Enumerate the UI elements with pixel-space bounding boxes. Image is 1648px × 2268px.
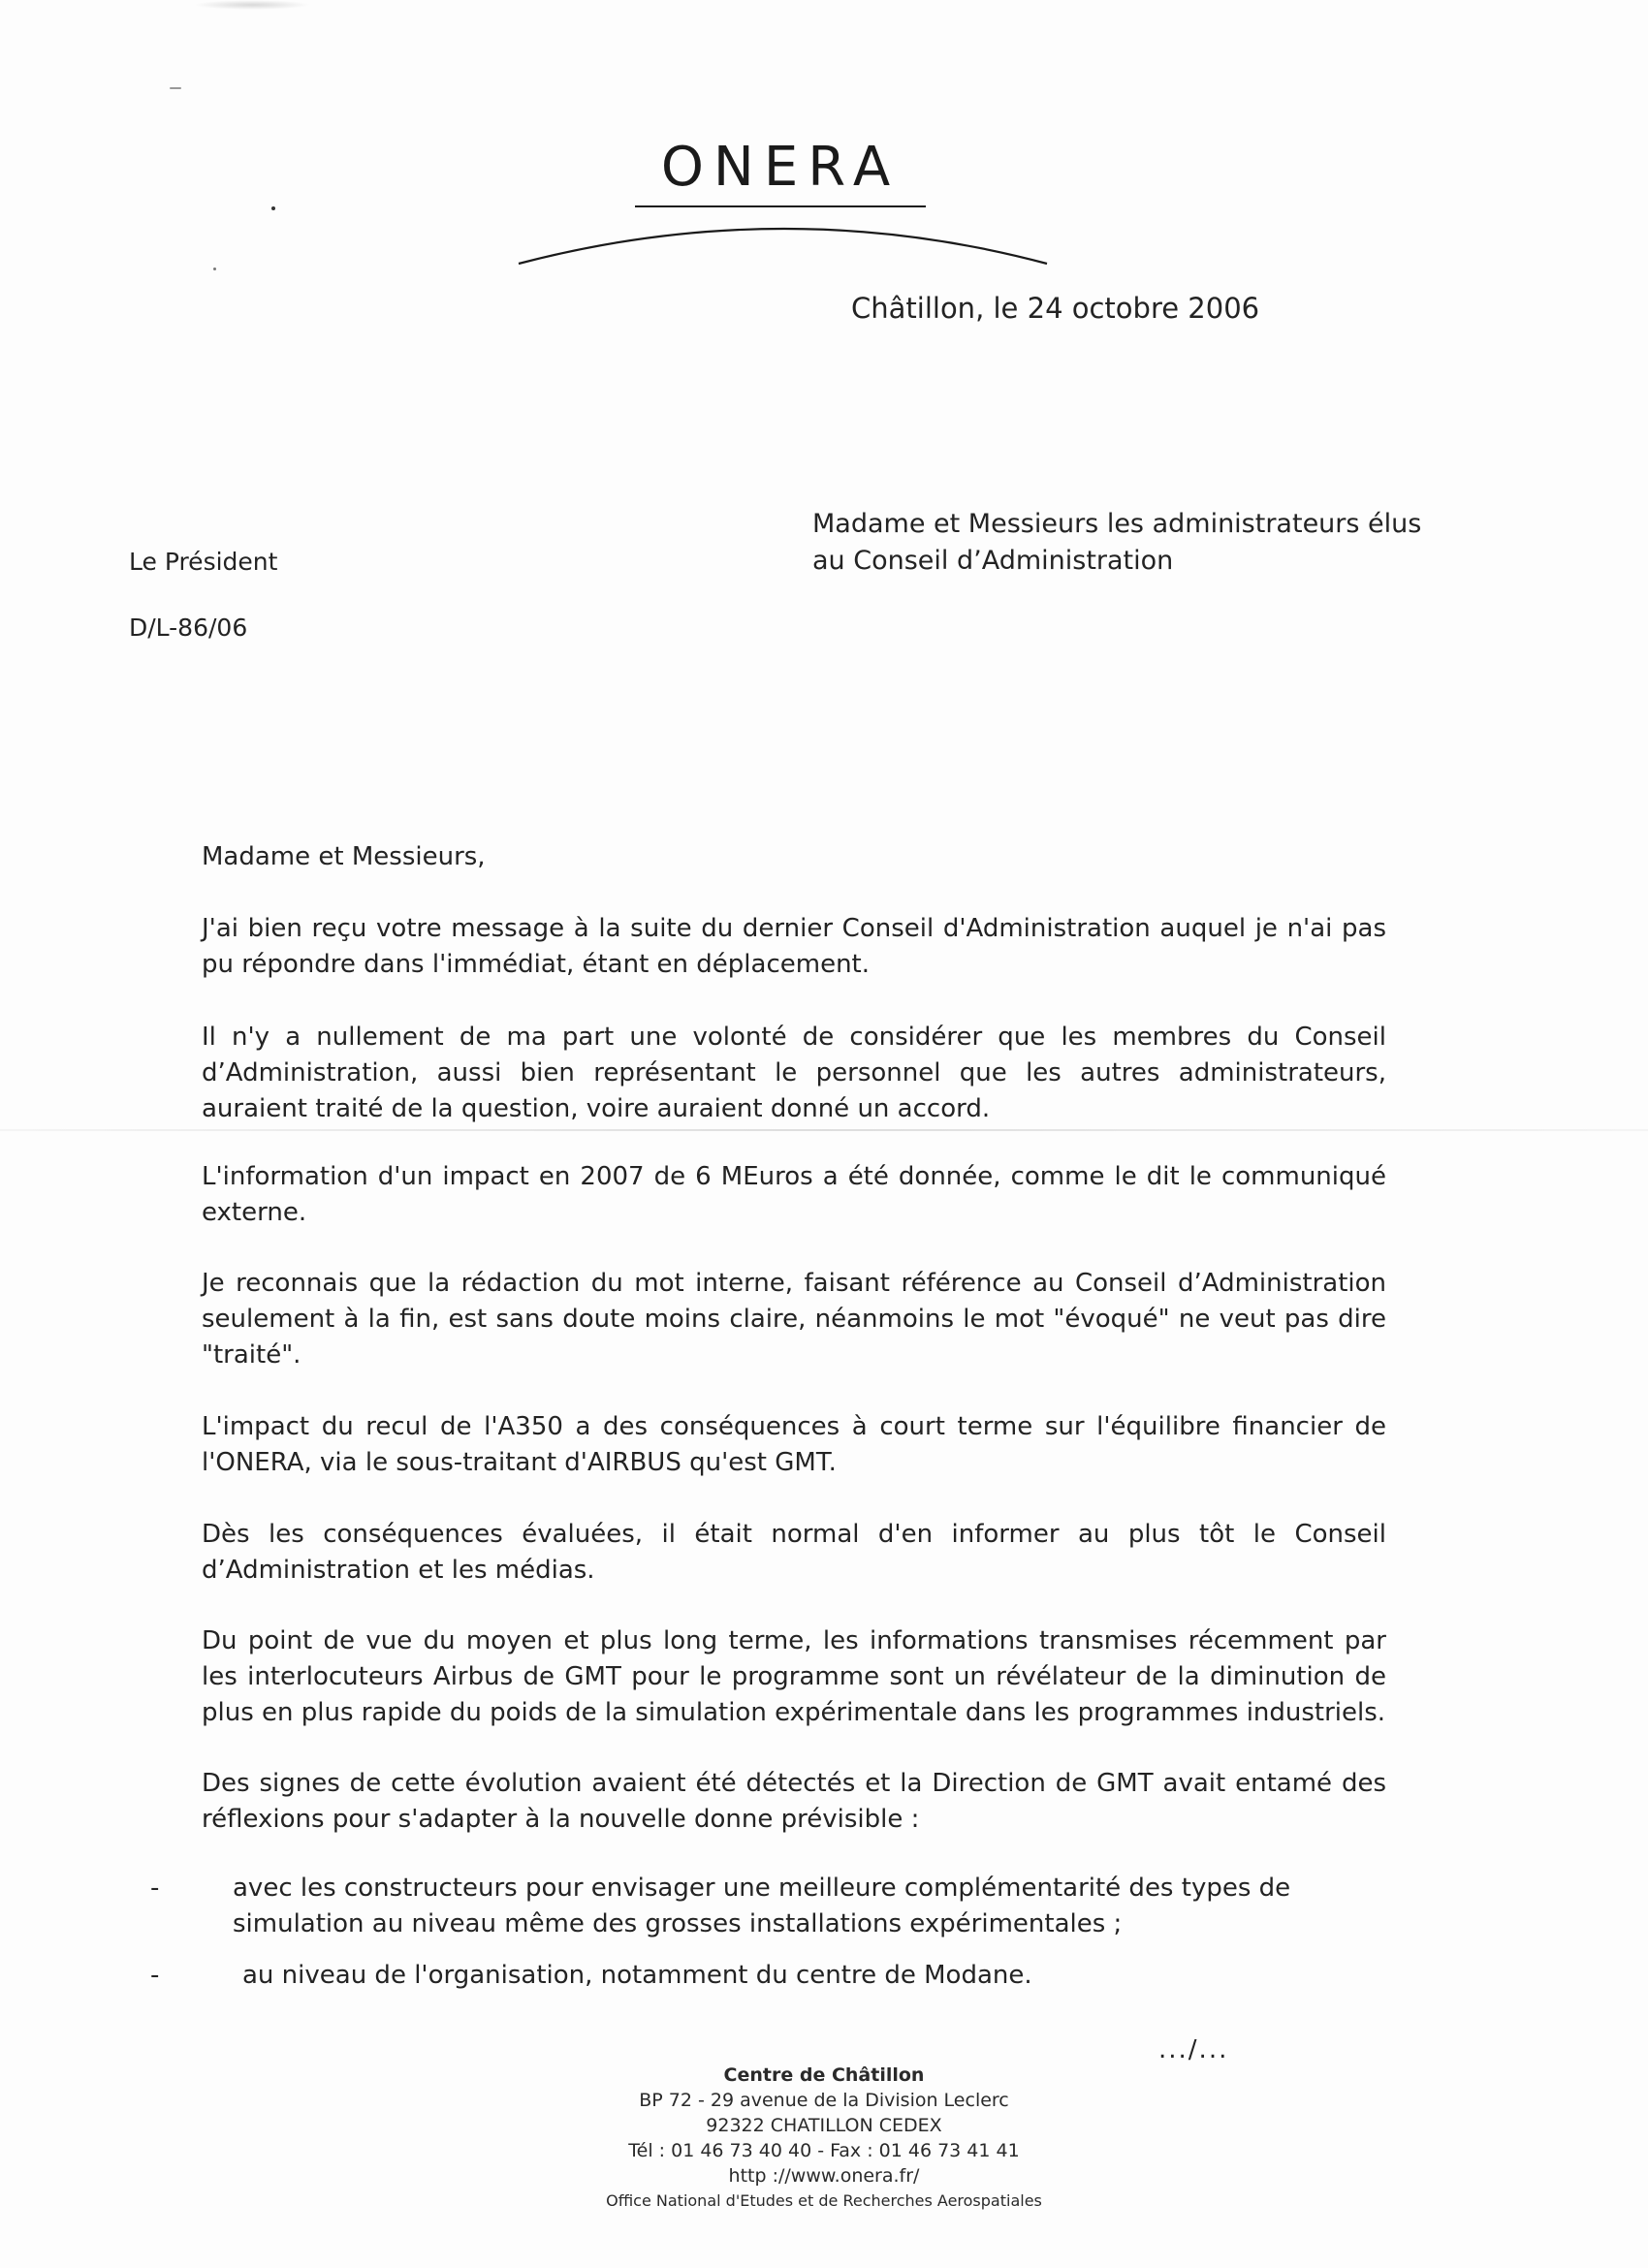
bullet-marker: - <box>150 1874 160 1903</box>
letter-date: Châtillon, le 24 octobre 2006 <box>851 292 1260 325</box>
letterhead-footer <box>485 2063 1163 2214</box>
ink-speck <box>213 268 216 270</box>
logo-swoosh-icon <box>504 204 1066 271</box>
paragraph: L'information d'un impact en 2007 de 6 MEuros a été donnée, comme le dit le communiqué externe. <box>202 1162 1386 1227</box>
paragraph: Du point de vue du moyen et plus long terme, les informations transmises récemment par les interlocuteurs Airbus de GMT pour le programme sont un révélateur de la diminution de plus en plus rapide du poids de la simulation expérimentale dans les programmes industriels. <box>202 1626 1386 1727</box>
footer-address-2: 92322 CHATILLON CEDEX <box>706 2115 942 2136</box>
salutation: Madame et Messieurs, <box>202 842 486 871</box>
onera-logo <box>504 136 1066 271</box>
footer-phone-fax: Tél : 01 46 73 40 40 - Fax : 01 46 73 41 41 <box>628 2140 1020 2161</box>
footer-centre: Centre de Châtillon <box>723 2064 925 2086</box>
bullet-marker: - <box>150 1961 160 1990</box>
paragraph: Dès les conséquences évaluées, il était normal d'en informer au plus tôt le Conseil d’Administration et les médias. <box>202 1520 1386 1585</box>
footer-address-1: BP 72 - 29 avenue de la Division Leclerc <box>639 2090 1009 2111</box>
continuation-mark: .../... <box>1158 2035 1229 2064</box>
paragraph: J'ai bien reçu votre message à la suite du dernier Conseil d'Administration auquel je n'ai pas pu répondre dans l'immédiat, étant en déplacement. <box>202 914 1386 979</box>
recipient-line-1: Madame et Messieurs les administrateurs élus <box>812 509 1422 539</box>
footer-website: http ://www.onera.fr/ <box>728 2165 920 2187</box>
letter-reference: D/L-86/06 <box>129 614 248 642</box>
paragraph: L'impact du recul de l'A350 a des conséquences à court terme sur l'équilibre financier de l'ONERA, via le sous-traitant d'AIRBUS qu'est GMT. <box>202 1412 1386 1477</box>
ink-speck <box>170 87 181 89</box>
logo-wordmark: ONERA <box>660 136 901 199</box>
sender-title: Le Président <box>129 548 278 576</box>
scan-smudge <box>194 0 310 10</box>
paragraph: Des signes de cette évolution avaient été détectés et la Direction de GMT avait entamé des réflexions pour s'adapter à la nouvelle donne prévisible : <box>202 1769 1386 1834</box>
list-item-text: au niveau de l'organisation, notamment du centre de Modane. <box>242 1961 1032 1990</box>
list-item-text: avec les constructeurs pour envisager une meilleure complémentarité des types de simulation au niveau même des grosses installations expérimentales ; <box>233 1874 1291 1938</box>
recipient-block <box>812 506 1421 580</box>
ink-speck <box>271 206 275 210</box>
paragraph: Il n'y a nullement de ma part une volonté de considérer que les membres du Conseil d’Administration, aussi bien représentant le personnel que les autres administrateurs, auraient traité de la question, voire auraient donné un accord. <box>202 1023 1386 1123</box>
paper-fold-line <box>0 1129 1648 1131</box>
footer-organisation: Office National d'Etudes et de Recherches Aerospatiales <box>606 2191 1042 2210</box>
recipient-line-2: au Conseil d’Administration <box>812 546 1174 576</box>
paragraph: Je reconnais que la rédaction du mot interne, faisant référence au Conseil d’Administration seulement à la fin, est sans doute moins claire, néanmoins le mot "évoqué" ne veut pas dire "traité". <box>202 1269 1386 1370</box>
